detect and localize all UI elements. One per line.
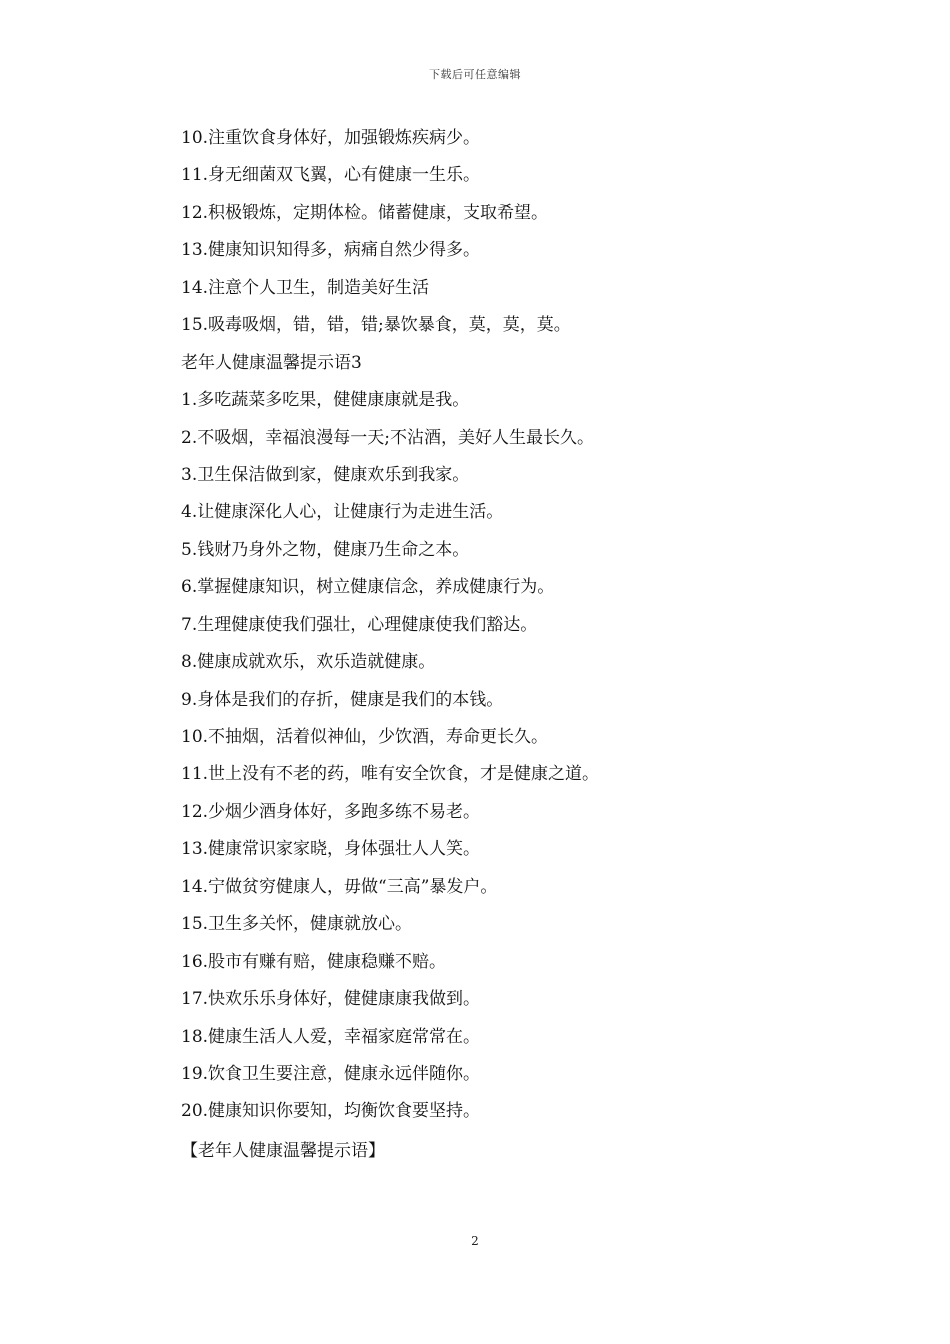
list-item: 13.健康知识知得多，病痛自然少得多。 <box>181 240 481 261</box>
list-item: 19.饮食卫生要注意，健康永远伴随你。 <box>181 1063 481 1084</box>
document-body <box>181 120 821 1170</box>
list-item: 13.健康常识家家晓，身体强壮人人笑。 <box>181 839 481 860</box>
list-item: 1.多吃蔬菜多吃果，健健康康就是我。 <box>181 390 470 411</box>
list-item: 11.世上没有不老的药，唯有安全饮食，才是健康之道。 <box>181 764 600 785</box>
list-item: 14.宁做贫穷健康人，毋做“三高”暴发户。 <box>181 876 498 897</box>
page-number: 2 <box>471 1234 479 1248</box>
list-item: 12.少烟少酒身体好，多跑多练不易老。 <box>181 801 481 822</box>
list-item: 2.不吸烟，幸福浪漫每一天;不沾酒，美好人生最长久。 <box>181 427 594 448</box>
list-item: 7.生理健康使我们强壮，心理健康使我们豁达。 <box>181 614 538 635</box>
list-item: 11.身无细菌双飞翼，心有健康一生乐。 <box>181 165 481 186</box>
section-title: 老年人健康温馨提示语3 <box>181 352 362 373</box>
list-item: 10.注重饮食身体好，加强锻炼疾病少。 <box>181 128 481 148</box>
list-item: 16.股市有赚有赔，健康稳赚不赔。 <box>181 951 447 972</box>
list-item: 5.钱财乃身外之物，健康乃生命之本。 <box>181 539 470 560</box>
list-item: 15.卫生多关怀，健康就放心。 <box>181 914 413 935</box>
list-item: 6.掌握健康知识，树立健康信念，养成健康行为。 <box>181 577 555 598</box>
list-item: 10.不抽烟，活着似神仙，少饮酒，寿命更长久。 <box>181 727 549 747</box>
list-item: 12.积极锻炼，定期体检。储蓄健康，支取希望。 <box>181 202 549 223</box>
list-item: 20.健康知识你要知，均衡饮食要坚持。 <box>181 1101 481 1122</box>
list-item: 17.快欢乐乐身体好，健健康康我做到。 <box>181 989 481 1010</box>
closing-tag: 【老年人健康温馨提示语】 <box>181 1140 385 1161</box>
list-item: 15.吸毒吸烟，错，错，错;暴饮暴食，莫，莫，莫。 <box>181 315 571 336</box>
list-item: 3.卫生保洁做到家，健康欢乐到我家。 <box>181 464 470 485</box>
list-item: 8.健康成就欢乐，欢乐造就健康。 <box>181 652 436 673</box>
list-item: 9.身体是我们的存折，健康是我们的本钱。 <box>181 689 504 710</box>
list-item: 14.注意个人卫生，制造美好生活 <box>181 277 430 298</box>
list-item: 4.让健康深化人心，让健康行为走进生活。 <box>181 502 504 523</box>
page-header-note: 下载后可任意编辑 <box>429 68 521 81</box>
list-item: 18.健康生活人人爱，幸福家庭常常在。 <box>181 1026 481 1047</box>
